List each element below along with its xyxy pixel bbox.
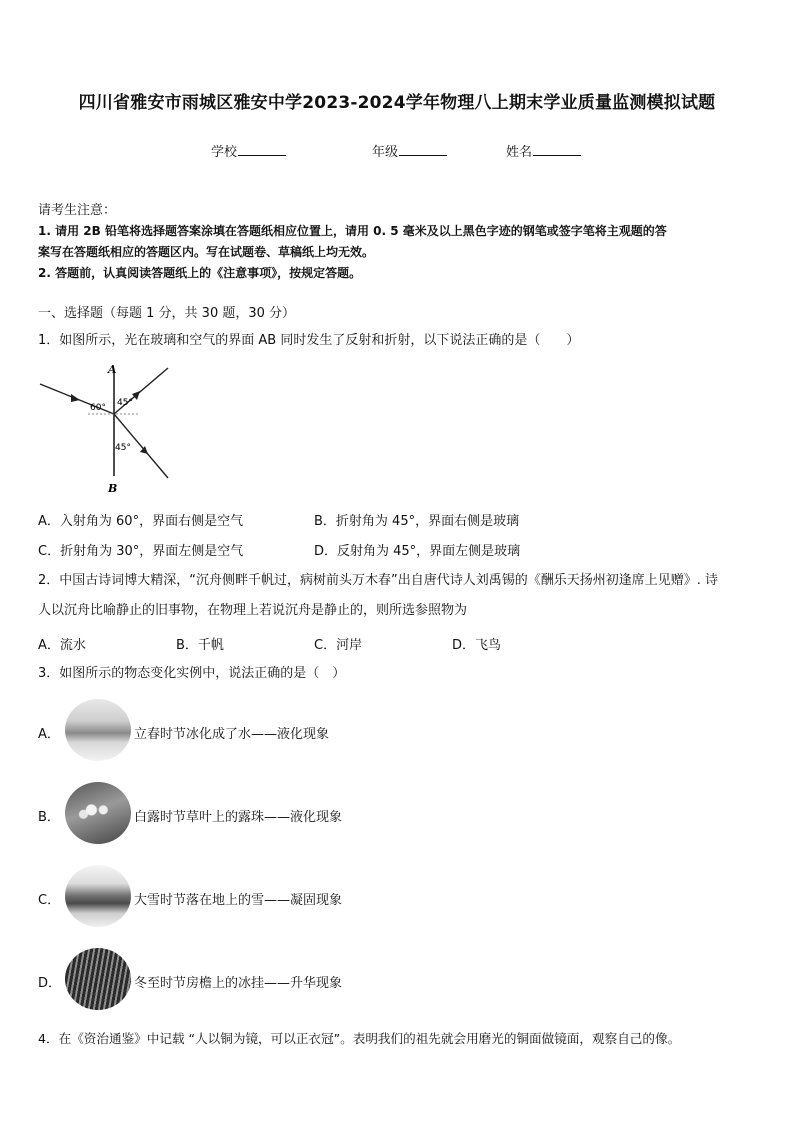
angle-label: 45° bbox=[115, 443, 131, 453]
notice-line-1a: 1. 请用 2B 铅笔将选择题答案涂填在答题纸相应位置上，请用 0. 5 毫米及以上黑色字迹的钢笔或签字笔将主观题的答 bbox=[38, 224, 667, 238]
q3-stem: 3．如图所示的物态变化实例中，说法正确的是（ ） bbox=[38, 666, 346, 681]
name-blank bbox=[533, 143, 581, 156]
q2-option-a: A．流水 bbox=[38, 638, 86, 653]
notice-line-2: 2. 答题前，认真阅读答题纸上的《注意事项》，按规定答题。 bbox=[38, 266, 362, 280]
q3-option-a-letter: A． bbox=[38, 727, 60, 742]
notice-line-1b: 案写在答题纸相应的答题区内。写在试题卷、草稿纸上均无效。 bbox=[38, 245, 375, 259]
section-heading: 一、选择题（每题 1 分，共 30 题，30 分） bbox=[38, 306, 296, 321]
dew-drops-image bbox=[65, 782, 131, 844]
q2-option-c: C．河岸 bbox=[314, 638, 363, 653]
grade-blank bbox=[399, 143, 447, 156]
notice-heading: 请考生注意： bbox=[38, 203, 117, 218]
q2-stem-line1: 2．中国古诗词博大精深，“沉舟侧畔千帆过，病树前头万木春”出自唐代诗人刘禹锡的《酬乐天扬州初逢席上见赠》. 诗 bbox=[38, 573, 719, 588]
q1-option-d: D．反射角为 45°，界面左侧是玻璃 bbox=[314, 544, 521, 559]
name-field bbox=[506, 141, 581, 160]
q3-option-d-letter: D． bbox=[38, 976, 62, 991]
grade-field bbox=[372, 141, 447, 160]
arrow-icon bbox=[71, 394, 80, 402]
grade-label: 年级 bbox=[372, 145, 399, 160]
q1-option-c: C．折射角为 30°，界面左侧是空气 bbox=[38, 544, 244, 559]
snow-temple-image bbox=[65, 865, 131, 927]
q3-option-b-letter: B． bbox=[38, 810, 60, 825]
school-blank bbox=[238, 143, 286, 156]
q3-option-d-text: 冬至时节房檐上的冰挂——升华现象 bbox=[134, 976, 343, 991]
q1-option-a: A．入射角为 60°，界面右侧是空气 bbox=[38, 514, 244, 529]
q2-option-d: D．飞鸟 bbox=[452, 638, 502, 653]
q3-option-a-text: 立春时节冰化成了水——液化现象 bbox=[134, 727, 330, 742]
q3-option-c-letter: C． bbox=[38, 893, 61, 908]
angle-label: 60° bbox=[90, 403, 106, 413]
school-label: 学校 bbox=[211, 145, 238, 160]
q3-option-c-text: 大雪时节落在地上的雪——凝固现象 bbox=[134, 893, 343, 908]
q4-stem: 4．在《资治通鉴》中记载 “人以铜为镜，可以正衣冠”。表明我们的祖先就会用磨光的铜面做镜面，观察自己的像。 bbox=[38, 1031, 681, 1046]
icicles-image bbox=[65, 948, 131, 1010]
q3-option-b-text: 白露时节草叶上的露珠——液化现象 bbox=[134, 810, 343, 825]
label-a: A bbox=[108, 363, 117, 376]
q1-stem: 1．如图所示，光在玻璃和空气的界面 AB 同时发生了反射和折射，以下说法正确的是（ ） bbox=[38, 333, 580, 348]
arrow-icon bbox=[132, 391, 140, 400]
q2-stem-line2: 人以沉舟比喻静止的旧事物，在物理上若说沉舟是静止的，则所选参照物为 bbox=[38, 603, 468, 618]
school-field bbox=[211, 141, 286, 160]
ice-melting-image bbox=[65, 699, 131, 761]
name-label: 姓名 bbox=[506, 145, 533, 160]
label-b: B bbox=[108, 482, 118, 494]
angle-label: 45° bbox=[117, 398, 133, 408]
q2-option-b: B．千帆 bbox=[176, 638, 224, 653]
page-title: 四川省雅安市雨城区雅安中学2023-2024学年物理八上期末学业质量监测模拟试题 bbox=[78, 93, 716, 113]
refraction-diagram bbox=[36, 362, 176, 494]
q1-option-b: B．折射角为 45°，界面右侧是玻璃 bbox=[314, 514, 520, 529]
